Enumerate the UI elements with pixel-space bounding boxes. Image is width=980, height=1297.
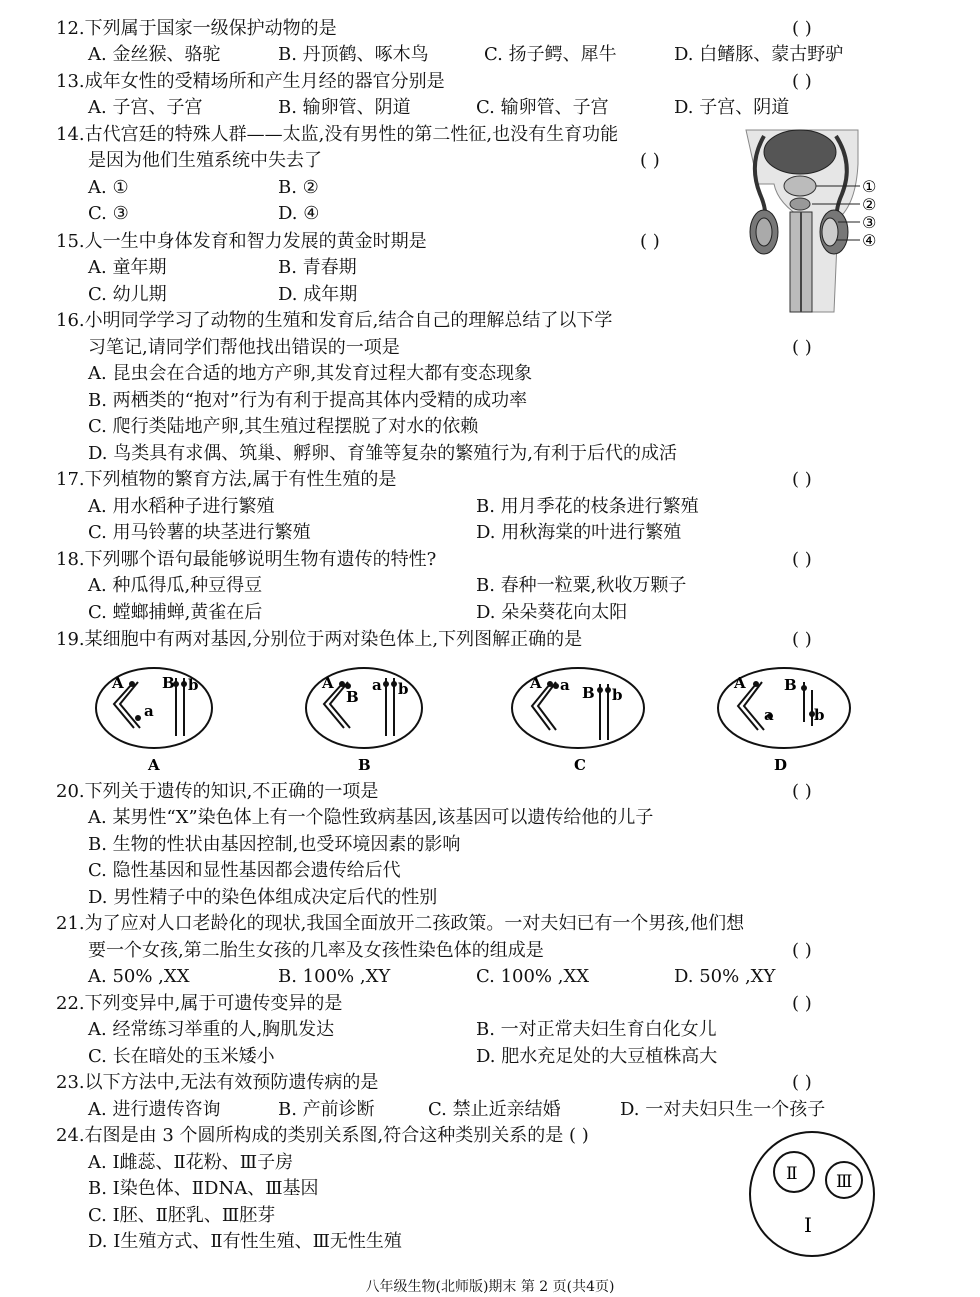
q19-stem: 19.某细胞中有两对基因,分别位于两对染色体上,下列图解正确的是 [56, 629, 583, 650]
q16-option-a[interactable]: A. 昆虫会在合适的地方产卵,其发育过程大都有变态现象 [88, 363, 533, 384]
q18-option-c[interactable]: C. 螳螂捕蝉,黄雀在后 [88, 602, 263, 623]
gene-label: b [612, 686, 623, 704]
q24-option-b[interactable]: B. Ⅰ染色体、ⅡDNA、Ⅲ基因 [88, 1178, 319, 1199]
q14-option-c[interactable]: C. ③ [88, 203, 129, 224]
cell-diagram-b[interactable] [306, 668, 422, 774]
circle-label-1: Ⅰ [804, 1213, 812, 1237]
q16-option-d[interactable]: D. 鸟类具有求偶、筑巢、孵卵、育雏等复杂的繁殖行为,有利于后代的成活 [88, 443, 677, 464]
q15-option-a[interactable]: A. 童年期 [88, 257, 167, 278]
cell-diagram-a[interactable] [96, 668, 212, 774]
q16-stem: 16.小明同学学习了动物的生殖和发育后,结合自己的理解总结了以下学 [56, 310, 613, 331]
gene-label: B [346, 688, 359, 706]
cell-label-c: C [574, 756, 586, 774]
q24-option-a[interactable]: A. Ⅰ雌蕊、Ⅱ花粉、Ⅲ子房 [88, 1152, 294, 1173]
q20-option-a[interactable]: A. 某男性“X”染色体上有一个隐性致病基因,该基因可以遗传给他的儿子 [88, 807, 654, 828]
q22-option-a[interactable]: A. 经常练习举重的人,胸肌发达 [88, 1019, 335, 1040]
gene-label: a [560, 676, 570, 694]
q22-answer-blank[interactable]: ( ) [792, 993, 812, 1014]
q19-answer-blank[interactable]: ( ) [792, 629, 812, 650]
q24-stem: 24.右图是由 3 个圆所构成的类别关系图,符合这种类别关系的是 ( ) [56, 1125, 589, 1146]
cell-label-d: D [774, 756, 788, 774]
q21-stem-line2: 要一个女孩,第二胎生女孩的几率及女孩性染色体的组成是 [88, 940, 544, 961]
q15-stem: 15.人一生中身体发育和智力发展的黄金时期是 [56, 231, 427, 252]
gene-label: b [188, 676, 199, 694]
q23-answer-blank[interactable]: ( ) [792, 1072, 812, 1093]
q17-stem: 17.下列植物的繁育方法,属于有性生殖的是 [56, 469, 397, 490]
q22-option-d[interactable]: D. 肥水充足处的大豆植株高大 [476, 1046, 718, 1067]
circle-label-3: Ⅲ [836, 1172, 853, 1192]
q14-stem-line2: 是因为他们生殖系统中失去了 [88, 150, 322, 171]
q16-option-c[interactable]: C. 爬行类陆地产卵,其生殖过程摆脱了对水的依赖 [88, 416, 479, 437]
q22-option-b[interactable]: B. 一对正常夫妇生育白化女儿 [476, 1019, 717, 1040]
q13-stem: 13.成年女性的受精场所和产生月经的器官分别是 [56, 71, 445, 92]
q18-stem: 18.下列哪个语句最能够说明生物有遗传的特性? [56, 549, 437, 570]
q19-cell-diagrams [88, 660, 868, 776]
q23-stem: 23.以下方法中,无法有效预防遗传病的是 [56, 1072, 379, 1093]
q21-option-a[interactable]: A. 50% ,XX [88, 966, 190, 987]
circle-label-2: Ⅱ [786, 1164, 798, 1184]
q15-answer-blank[interactable]: ( ) [640, 231, 660, 252]
q14-option-b[interactable]: B. ② [278, 177, 319, 198]
gene-label: a [764, 706, 774, 724]
gene-label: A [734, 674, 746, 692]
q17-option-d[interactable]: D. 用秋海棠的叶进行繁殖 [476, 522, 682, 543]
gene-label: A [530, 674, 542, 692]
q20-stem: 20.下列关于遗传的知识,不正确的一项是 [56, 781, 379, 802]
q13-option-a[interactable]: A. 子宫、子宫 [88, 97, 203, 118]
gene-label: b [814, 706, 825, 724]
q21-option-c[interactable]: C. 100% ,XX [476, 966, 590, 987]
gene-label: a [144, 702, 154, 720]
gene-label: B [582, 684, 595, 702]
category-circles-figure [746, 1128, 878, 1260]
q23-option-d[interactable]: D. 一对夫妇只生一个孩子 [620, 1099, 826, 1120]
q21-answer-blank[interactable]: ( ) [792, 940, 812, 961]
q12-stem: 12.下列属于国家一级保护动物的是 [56, 18, 337, 39]
gene-label: b [398, 680, 409, 698]
q12-answer-blank[interactable]: ( ) [792, 18, 812, 39]
q12-option-a[interactable]: A. 金丝猴、骆驼 [88, 44, 221, 65]
q23-option-b[interactable]: B. 产前诊断 [278, 1099, 375, 1120]
fig14-label-4: ④ [862, 231, 877, 250]
gene-label: A [112, 674, 124, 692]
male-reproductive-figure [738, 124, 890, 320]
q15-option-c[interactable]: C. 幼儿期 [88, 284, 167, 305]
q17-option-c[interactable]: C. 用马铃薯的块茎进行繁殖 [88, 522, 311, 543]
q17-answer-blank[interactable]: ( ) [792, 469, 812, 490]
q23-option-c[interactable]: C. 禁止近亲结婚 [428, 1099, 561, 1120]
q17-option-b[interactable]: B. 用月季花的枝条进行繁殖 [476, 496, 699, 517]
q12-option-d[interactable]: D. 白鳍豚、蒙古野驴 [674, 44, 844, 65]
q18-option-b[interactable]: B. 春种一粒粟,秋收万颗子 [476, 575, 687, 596]
cell-diagram-d[interactable] [718, 668, 850, 774]
q20-option-b[interactable]: B. 生物的性状由基因控制,也受环境因素的影响 [88, 834, 461, 855]
q16-stem-line2: 习笔记,请同学们帮他找出错误的一项是 [88, 337, 400, 358]
q13-option-c[interactable]: C. 输卵管、子宫 [476, 97, 609, 118]
q24-option-c[interactable]: C. Ⅰ胚、Ⅱ胚乳、Ⅲ胚芽 [88, 1205, 276, 1226]
fig14-label-1: ① [862, 177, 877, 196]
gene-label: A [322, 674, 334, 692]
q20-option-d[interactable]: D. 男性精子中的染色体组成决定后代的性别 [88, 887, 438, 908]
q21-option-d[interactable]: D. 50% ,XY [674, 966, 776, 987]
q20-answer-blank[interactable]: ( ) [792, 781, 812, 802]
q22-option-c[interactable]: C. 长在暗处的玉米矮小 [88, 1046, 275, 1067]
page-footer: 八年级生物(北师版)期末 第 2 页(共4页) [365, 1279, 615, 1295]
q12-option-c[interactable]: C. 扬子鳄、犀牛 [484, 44, 617, 65]
gene-label: B [784, 676, 797, 694]
q13-answer-blank[interactable]: ( ) [792, 71, 812, 92]
q16-answer-blank[interactable]: ( ) [792, 337, 812, 358]
q22-stem: 22.下列变异中,属于可遗传变异的是 [56, 993, 343, 1014]
fig14-label-2: ② [862, 195, 877, 214]
q24-option-d[interactable]: D. Ⅰ生殖方式、Ⅱ有性生殖、Ⅲ无性生殖 [88, 1231, 402, 1252]
q14-option-d[interactable]: D. ④ [278, 203, 320, 224]
q14-option-a[interactable]: A. ① [88, 177, 129, 198]
q18-option-d[interactable]: D. 朵朵葵花向太阳 [476, 602, 628, 623]
q23-option-a[interactable]: A. 进行遗传咨询 [88, 1099, 221, 1120]
fig14-label-3: ③ [862, 213, 877, 232]
cell-diagram-c[interactable] [512, 668, 644, 774]
q17-option-a[interactable]: A. 用水稻种子进行繁殖 [88, 496, 275, 517]
q21-stem: 21.为了应对人口老龄化的现状,我国全面放开二孩政策。一对夫妇已有一个男孩,他们想 [56, 913, 745, 934]
q20-option-c[interactable]: C. 隐性基因和显性基因都会遗传给后代 [88, 860, 401, 881]
q16-option-b[interactable]: B. 两栖类的“抱对”行为有利于提高其体内受精的成功率 [88, 390, 528, 411]
q18-option-a[interactable]: A. 种瓜得瓜,种豆得豆 [88, 575, 263, 596]
cell-label-a: A [148, 756, 160, 774]
cell-label-b: B [358, 756, 371, 774]
q21-option-b[interactable]: B. 100% ,XY [278, 966, 391, 987]
q13-option-b[interactable]: B. 输卵管、阴道 [278, 97, 411, 118]
q12-option-b[interactable]: B. 丹顶鹤、啄木鸟 [278, 44, 429, 65]
q15-option-b[interactable]: B. 青春期 [278, 257, 357, 278]
q14-stem: 14.古代宫廷的特殊人群——太监,没有男性的第二性征,也没有生育功能 [56, 124, 619, 145]
q18-answer-blank[interactable]: ( ) [792, 549, 812, 570]
gene-label: B [162, 674, 175, 692]
q15-option-d[interactable]: D. 成年期 [278, 284, 358, 305]
q14-answer-blank[interactable]: ( ) [640, 150, 660, 171]
gene-label: a [372, 676, 382, 694]
q13-option-d[interactable]: D. 子宫、阴道 [674, 97, 790, 118]
